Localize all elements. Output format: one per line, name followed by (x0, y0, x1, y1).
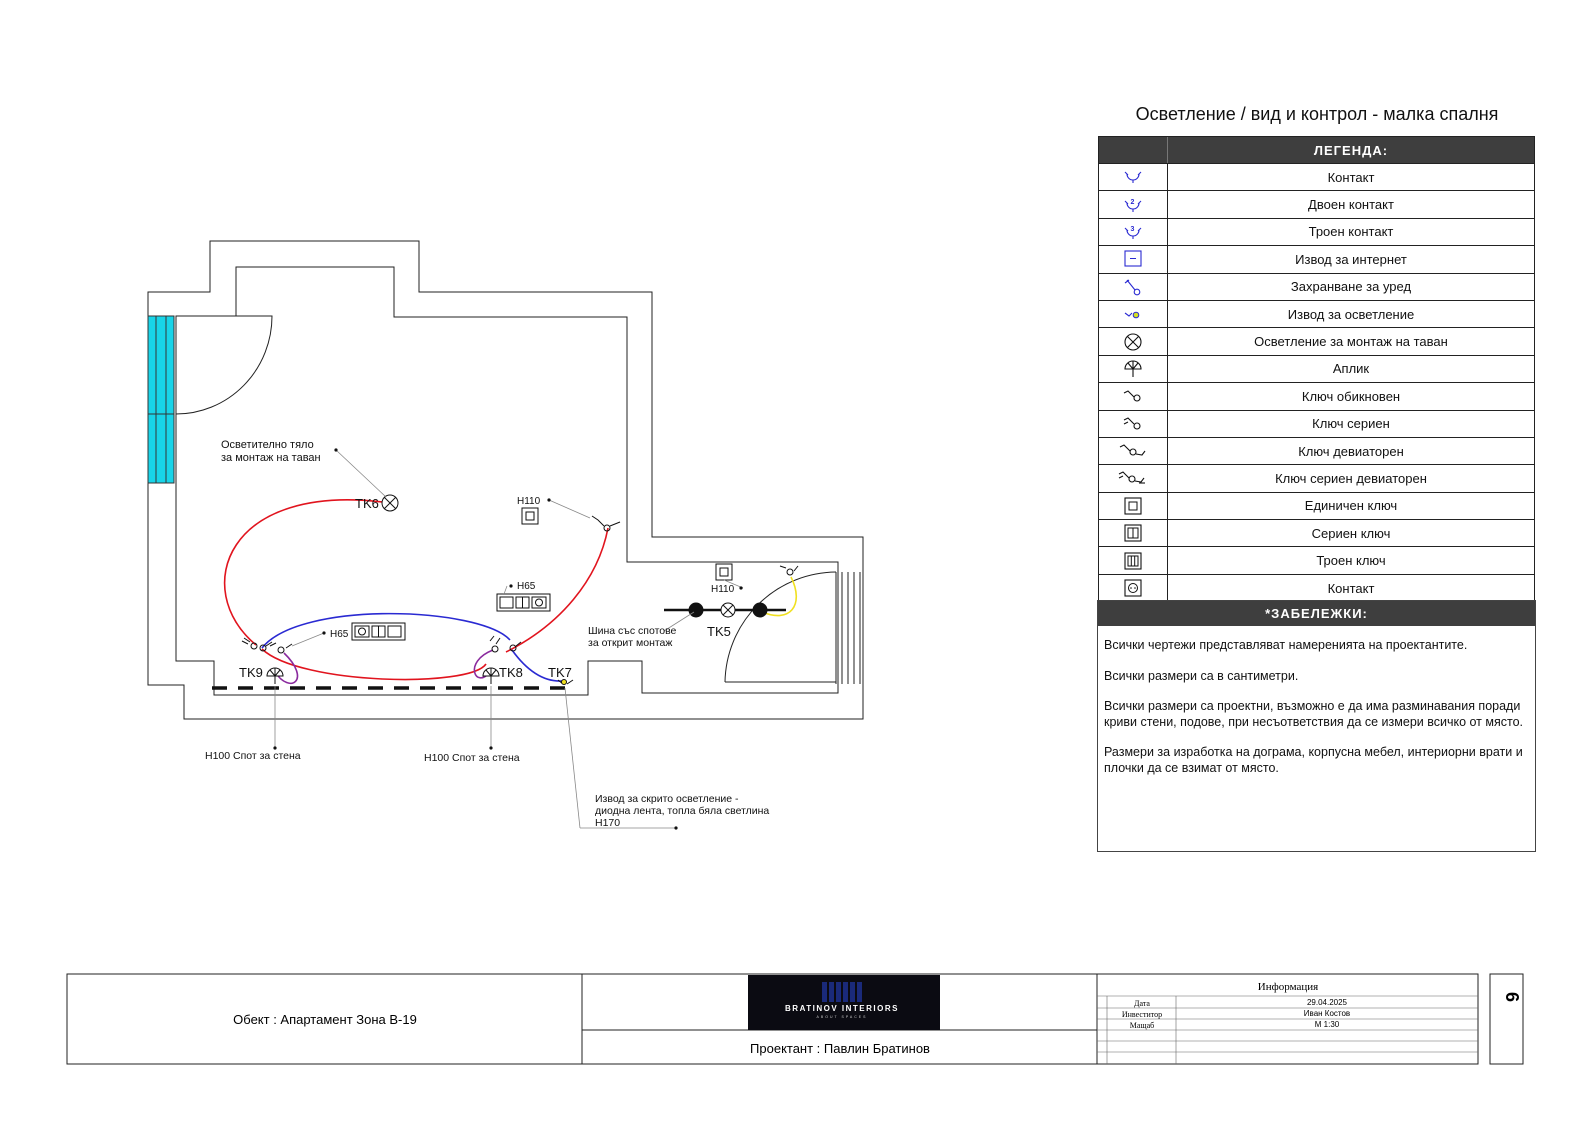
switch-single-icon (1122, 388, 1144, 404)
designer-label: Проектант : Павлин Братинов (750, 1041, 930, 1056)
wire-purple-left (275, 653, 297, 683)
title-block (0, 960, 1587, 1080)
wall-lamp-icon (267, 668, 283, 684)
h100-label-left: H100 Спот за стена (205, 750, 301, 762)
legend-row (1099, 382, 1534, 409)
track-spots (664, 603, 786, 618)
walls (148, 241, 863, 719)
h110-label-b: H110 (711, 584, 735, 595)
svg-text:2: 2 (1130, 198, 1135, 206)
legend-table (1098, 136, 1535, 602)
ceiling-note-line1: Осветително тяло (221, 439, 314, 451)
spot-left (689, 603, 704, 618)
ceiling-note-line2: за монтаж на таван (221, 452, 321, 464)
switch-single-icon (780, 566, 798, 575)
sheet-number: 6 (1502, 991, 1522, 1003)
ceiling-light-icon (382, 495, 398, 511)
tk5-label: TK5 (707, 624, 731, 639)
serial-switch-plate-icon (1122, 523, 1144, 543)
switch-deviator-icon (1119, 443, 1147, 459)
legend-row (1099, 300, 1534, 327)
h65-label-a: H65 (517, 581, 536, 592)
spot-right (753, 603, 768, 618)
h100-label-right: H100 Спот за стена (424, 752, 520, 764)
legend-row (1099, 464, 1534, 491)
legend-label: Сериен ключ (1311, 525, 1391, 541)
switch-socket-combo-plate (497, 594, 550, 611)
info-label-investor: Инвеститор (1121, 1010, 1163, 1019)
brand-tagline: ABOUT SPACES (816, 1015, 868, 1019)
led-note-line1: Извод за скрито осветление - (595, 793, 739, 805)
tk8-label: TK8 (499, 665, 523, 680)
window (148, 316, 174, 483)
note-item: Всички чертежи представляват намеренията на проектантите. (1104, 638, 1468, 652)
brand-logo (748, 975, 940, 1030)
ceiling-light-icon (721, 603, 735, 617)
note-item: Всички размери са в сантиметри. (1104, 668, 1299, 683)
legend-row (1099, 574, 1534, 601)
track-note-line1: Шина със спотове (588, 625, 677, 637)
legend-row (1099, 245, 1534, 272)
led-note-line2: диодна лента, топла бяла светлина (595, 805, 770, 817)
legend-label: Осветление за монтаж на таван (1254, 334, 1448, 350)
single-switch-plate-icon (716, 564, 732, 580)
legend-row (1099, 546, 1534, 573)
legend-header (1099, 137, 1534, 163)
lighting-outlet-icon (1122, 306, 1144, 322)
info-title: Информация (1257, 981, 1319, 993)
switch-deviator-icon (270, 643, 292, 653)
info-label-date: Дата (1134, 999, 1150, 1008)
legend-row (1099, 273, 1534, 300)
legend-row (1099, 218, 1534, 245)
legend-label: Ключ девиаторен (1298, 443, 1404, 459)
door-left (176, 316, 272, 414)
door-right (725, 572, 860, 684)
triple-switch-plate-icon (1122, 551, 1144, 571)
window-glass (148, 316, 174, 483)
switch-serial-deviator-icon (1118, 470, 1148, 486)
legend-label: Троен ключ (1316, 553, 1386, 569)
object-label: Обект : Апартамент Зона В-19 (233, 1012, 417, 1027)
legend-label: Захранване за уред (1290, 279, 1412, 295)
legend-row (1099, 492, 1534, 519)
legend-label: Контакт (1327, 580, 1375, 596)
legend-label: Извод за интернет (1295, 251, 1407, 267)
legend-row (1099, 327, 1534, 354)
socket-icon (1122, 169, 1144, 185)
ceiling-light-icon (1122, 332, 1144, 352)
legend-row (1099, 410, 1534, 437)
switch-serial-deviator-icon (490, 636, 521, 652)
legend-label: Двоен контакт (1308, 197, 1394, 213)
sheet-number-box (1490, 974, 1523, 1064)
legend-label: Ключ сериен (1312, 416, 1390, 432)
internet-outlet-icon (1122, 250, 1144, 268)
legend-row (1099, 355, 1534, 382)
double-socket-icon (1122, 196, 1144, 214)
wire-red-loop (262, 649, 486, 680)
svg-text:3: 3 (1130, 225, 1135, 233)
legend-row (1099, 190, 1534, 217)
single-switch-plate-icon (1122, 496, 1144, 516)
wall-lamp-icon (1122, 360, 1144, 378)
info-value-scale: М 1:30 (1314, 1020, 1340, 1029)
legend-header-label: ЛЕГЕНДА: (1313, 142, 1389, 158)
plan-labels (205, 439, 769, 829)
legend-label: Ключ сериен девиаторен (1275, 470, 1427, 486)
info-label-scale: Мащаб (1129, 1021, 1155, 1030)
h65-label-b: H65 (330, 629, 349, 640)
appliance-power-icon (1122, 278, 1144, 296)
led-note-line3: H170 (595, 817, 621, 829)
legend-label: Аплик (1332, 361, 1370, 377)
notes-header: *ЗАБЕЛЕЖКИ: (1098, 601, 1535, 626)
switch-deviator-icon (592, 516, 620, 531)
outer-wall (148, 241, 863, 719)
tk7-label: TK7 (548, 665, 572, 680)
legend-label: Единичен ключ (1304, 498, 1398, 514)
switch-serial-icon (1122, 416, 1144, 432)
legend-row (1099, 519, 1534, 546)
brand-name: BRATINOV INTERIORS (785, 1004, 899, 1013)
legend-label: Троен контакт (1308, 224, 1394, 240)
triple-socket-icon (1122, 223, 1144, 241)
h110-label-a: H110 (517, 496, 541, 507)
wall-lamp-icon (483, 668, 499, 684)
socket-switch-combo-plate (352, 623, 405, 640)
socket-plate-icon (1122, 578, 1144, 598)
notes-panel (1097, 600, 1536, 852)
sheet-title: Осветление / вид и контрол - малка спалня (1135, 104, 1499, 124)
info-value-date: 29.04.2025 (1306, 998, 1348, 1007)
lighting-outlet-icon (558, 680, 573, 685)
legend-label: Ключ обикновен (1301, 388, 1401, 404)
track-note-line2: за открит монтаж (588, 637, 673, 649)
switch-serial-deviator-icon (242, 638, 272, 651)
legend-row (1099, 437, 1534, 464)
legend-label: Контакт (1327, 169, 1375, 185)
tk9-label: TK9 (239, 665, 263, 680)
single-switch-plate-icon (522, 508, 538, 524)
tk6-label: TK6 (355, 496, 379, 511)
legend-row (1099, 163, 1534, 190)
note-item: Размери за изработка на дограма, корпусна мебел, интериорни врати и плочки да се взимат от място. (1104, 745, 1523, 775)
note-item: Всички размери са проектни, възможно е да има разминавания поради криви стени, подове, при несъответствия да се измери всичко от място. (1104, 699, 1524, 729)
legend-label: Извод за осветление (1287, 306, 1415, 322)
info-value-investor: Иван Костов (1303, 1009, 1351, 1018)
